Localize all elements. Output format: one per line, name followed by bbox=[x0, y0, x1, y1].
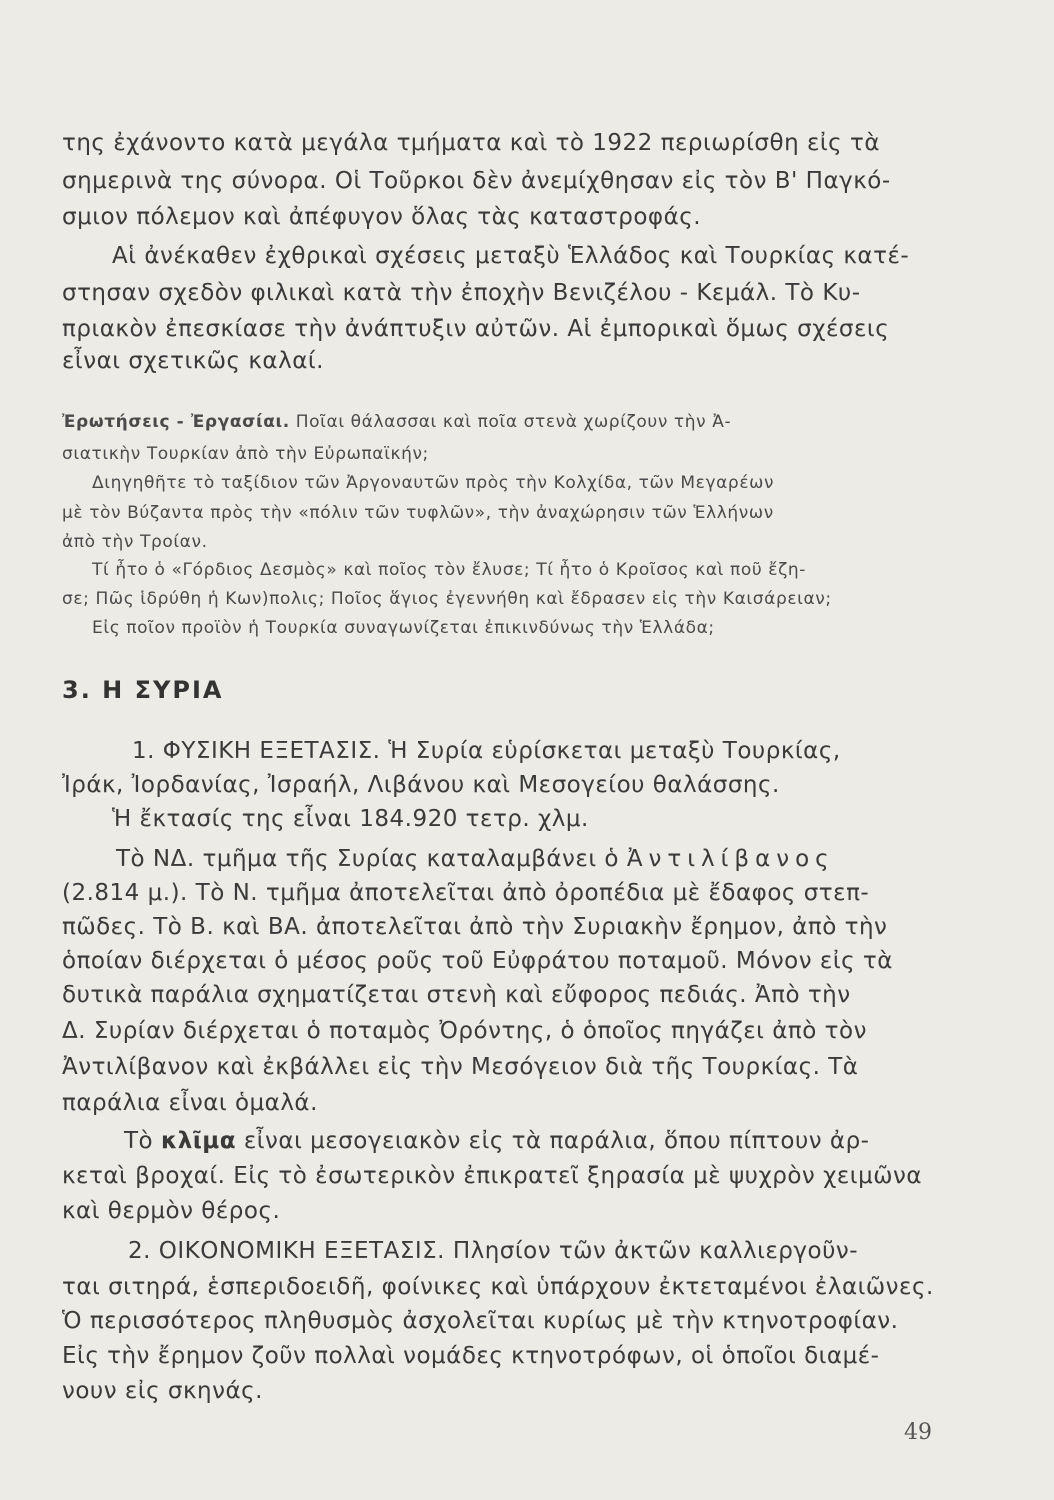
text-line: (2.814 μ.). Τὸ Ν. τμῆμα ἀποτελεῖται ἀπὸ ὀροπέδια μὲ ἔδαφος στεπ- bbox=[62, 880, 870, 906]
text-line: Ἡ ἔκτασίς της εἶναι 184.920 τετρ. χλμ. bbox=[112, 806, 589, 832]
text-line: Ὁ περισσότερος πληθυσμὸς ἀσχολεῖται κυρίως μὲ τὴν κτηνοτροφίαν. bbox=[62, 1308, 899, 1334]
text-line: σημερινὰ της σύνορα. Οἱ Τοῦρκοι δὲν ἀνεμίχθησαν εἰς τὸν Β' Παγκό- bbox=[62, 168, 891, 194]
text-line: Ἀντιλίβανον καὶ ἐκβάλλει εἰς τὴν Μεσόγειον διὰ τῆς Τουρκίας. Τὰ bbox=[62, 1054, 859, 1080]
questions-text: Ποῖαι θάλασσαι καὶ ποῖα στενὰ χωρίζουν τὴν Ἀ- bbox=[295, 412, 732, 432]
page-number: 49 bbox=[904, 1420, 932, 1445]
physical-first-line bbox=[132, 738, 841, 764]
economic-text: Πλησίον τῶν ἀκτῶν καλλιεργοῦν- bbox=[452, 1238, 859, 1264]
economic-first-line bbox=[128, 1238, 858, 1264]
text-line: νουν εἰς σκηνάς. bbox=[62, 1378, 263, 1404]
section-heading: 3. Η ΣΥΡΙΑ bbox=[62, 676, 224, 704]
text-line: της ἐχάνοντο κατὰ μεγάλα τμήματα καὶ τὸ 1922 περιωρίσθη εἰς τὰ bbox=[62, 130, 880, 156]
text-line: εἶναι σχετικῶς καλαί. bbox=[62, 348, 324, 374]
questions-line: Τί ἦτο ὁ «Γόρδιος Δεσμὸς» καὶ ποῖος τὸν ἔλυσε; Τί ἦτο ὁ Κροῖσος καὶ ποῦ ἔζη- bbox=[92, 560, 807, 580]
text-line: πῶδες. Τὸ Β. καὶ ΒΑ. ἀποτελεῖται ἀπὸ τὴν Συριακὴν ἔρημον, ἀπὸ τὴν bbox=[62, 914, 888, 940]
questions-line: μὲ τὸν Βύζαντα πρὸς τὴν «πόλιν τῶν τυφλῶν», τὴν ἀναχώρησιν τῶν Ἑλλήνων bbox=[62, 503, 774, 523]
text-line: σμιον πόλεμον καὶ ἀπέφυγον ὅλας τὰς καταστροφάς. bbox=[62, 204, 702, 230]
questions-line: ἀπὸ τὴν Τροίαν. bbox=[62, 532, 208, 552]
climate-keyword: κλῖμα bbox=[160, 1128, 237, 1154]
text-line: δυτικὰ παράλια σχηματίζεται στενὴ καὶ εὔφορος πεδιάς. Ἀπὸ τὴν bbox=[62, 982, 851, 1008]
climate-first-line bbox=[124, 1128, 869, 1154]
questions-line: Εἰς ποῖον προϊὸν ἡ Τουρκία συναγωνίζεται ἐπικινδύνως τὴν Ἑλλάδα; bbox=[92, 618, 715, 638]
questions-first-line bbox=[62, 412, 731, 432]
text-line: Εἰς τὴν ἔρημον ζοῦν πολλαὶ νομάδες κτηνοτρόφων, οἱ ὁποῖοι διαμέ- bbox=[62, 1343, 880, 1369]
text-line: Δ. Συρίαν διέρχεται ὁ ποταμὸς Ὀρόντης, ὁ ὁποῖος πηγάζει ἀπὸ τὸν bbox=[62, 1018, 867, 1044]
climate-text: Τὸ bbox=[124, 1128, 154, 1154]
questions-line: σε; Πῶς ἱδρύθη ἡ Κων)πολις; Ποῖος ἅγιος ἐγεννήθη καὶ ἔδρασεν εἰς τὴν Καισάρειαν; bbox=[62, 589, 832, 609]
text-line: στησαν σχεδὸν φιλικαὶ κατὰ τὴν ἐποχὴν Βενιζέλου - Κεμάλ. Τὸ Κυ- bbox=[62, 280, 861, 306]
questions-line: Διηγηθῆτε τὸ ταξίδιον τῶν Ἀργοναυτῶν πρὸς τὴν Κολχίδα, τῶν Μεγαρέων bbox=[92, 473, 775, 493]
climate-text: εἶναι μεσογειακὸν εἰς τὰ παράλια, ὅπου πίπτουν ἀρ- bbox=[243, 1128, 870, 1154]
economic-heading: 2. ΟΙΚΟΝΟΜΙΚΗ ΕΞΕΤΑΣΙΣ. bbox=[128, 1238, 445, 1264]
text-line: κεταὶ βροχαί. Εἰς τὸ ἐσωτερικὸν ἐπικρατεῖ ξηρασία μὲ ψυχρὸν χειμῶνα bbox=[62, 1163, 922, 1189]
text-line: Αἱ ἀνέκαθεν ἐχθρικαὶ σχέσεις μεταξὺ Ἑλλάδος καὶ Τουρκίας κατέ- bbox=[112, 243, 910, 269]
text-line: καὶ θερμὸν θέρος. bbox=[62, 1198, 281, 1224]
questions-line: σιατικὴν Τουρκίαν ἀπὸ τὴν Εὐρωπαϊκήν; bbox=[62, 444, 429, 464]
text-line: Ἰράκ, Ἰορδανίας, Ἰσραήλ, Λιβάνου καὶ Μεσογείου θαλάσσης. bbox=[62, 772, 780, 798]
antilibanos-term: Ἀντιλίβανος bbox=[626, 846, 835, 872]
physical-text: Ἡ Συρία εὑρίσκεται μεταξὺ Τουρκίας, bbox=[388, 738, 841, 764]
relief-first-line bbox=[116, 846, 835, 872]
text-line: ὁποίαν διέρχεται ὁ μέσος ροῦς τοῦ Εὐφράτου ποταμοῦ. Μόνον εἰς τὰ bbox=[62, 948, 893, 974]
text-line: παράλια εἶναι ὁμαλά. bbox=[62, 1090, 318, 1116]
questions-label: Ἐρωτήσεις - Ἐργασίαι. bbox=[62, 412, 290, 432]
relief-text: Τὸ ΝΔ. τμῆμα τῆς Συρίας καταλαμβάνει ὁ bbox=[116, 846, 619, 872]
text-line: πριακὸν ἐπεσκίασε τὴν ἀνάπτυξιν αὐτῶν. Αἱ ἐμπορικαὶ ὅμως σχέσεις bbox=[62, 316, 890, 342]
physical-heading: 1. ΦΥΣΙΚΗ ΕΞΕΤΑΣΙΣ. bbox=[132, 738, 381, 764]
text-line: ται σιτηρά, ἑσπεριδοειδῆ, φοίνικες καὶ ὑπάρχουν ἐκτεταμένοι ἐλαιῶνες. bbox=[62, 1274, 934, 1300]
